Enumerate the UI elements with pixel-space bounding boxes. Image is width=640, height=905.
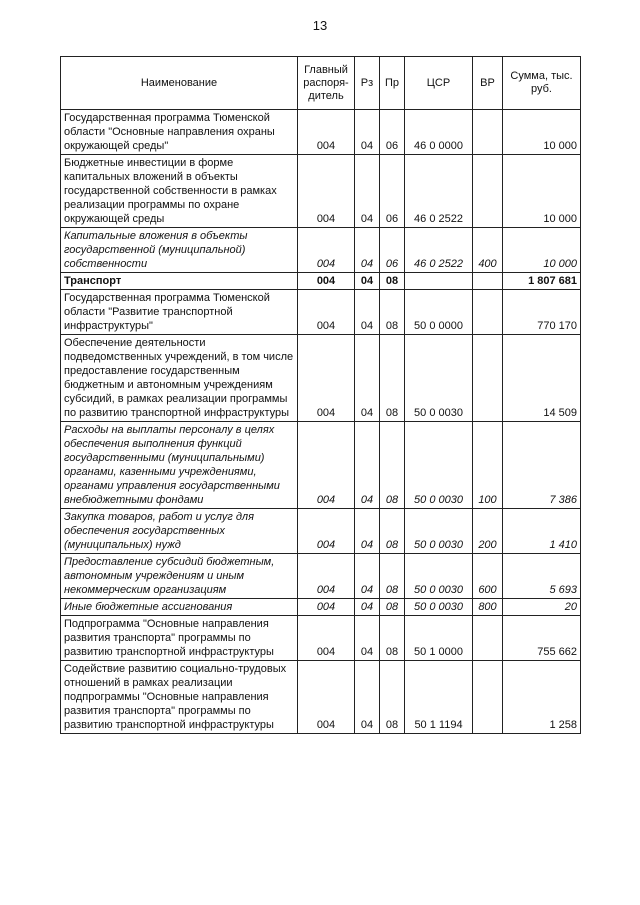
cell-name: Подпрограмма "Основные направления развития транспорта" программы по развитию транспортной инфраструктуры bbox=[61, 616, 298, 661]
header-vr: ВР bbox=[473, 57, 503, 110]
cell-admin: 004 bbox=[298, 273, 355, 290]
cell-csr: 50 0 0030 bbox=[405, 554, 473, 599]
header-csr: ЦСР bbox=[405, 57, 473, 110]
table-row bbox=[61, 422, 581, 509]
cell-rz: 04 bbox=[355, 290, 380, 335]
cell-csr: 50 1 0000 bbox=[405, 616, 473, 661]
cell-sum: 1 258 bbox=[503, 661, 581, 734]
cell-sum: 10 000 bbox=[503, 228, 581, 273]
cell-admin: 004 bbox=[298, 228, 355, 273]
cell-vr bbox=[473, 335, 503, 422]
cell-rz: 04 bbox=[355, 335, 380, 422]
cell-vr: 200 bbox=[473, 509, 503, 554]
cell-sum: 14 509 bbox=[503, 335, 581, 422]
table-row bbox=[61, 290, 581, 335]
table-row bbox=[61, 554, 581, 599]
cell-csr bbox=[405, 273, 473, 290]
table-row bbox=[61, 273, 581, 290]
cell-rz: 04 bbox=[355, 110, 380, 155]
cell-pr: 06 bbox=[380, 155, 405, 228]
cell-sum: 5 693 bbox=[503, 554, 581, 599]
cell-name: Обеспечение деятельности подведомственных учреждений, в том числе предоставление государственным бюджетным и автономным учреждениям субсидий, в рамках реализации программы по развитию транспортной инфраструктуры bbox=[61, 335, 298, 422]
cell-pr: 06 bbox=[380, 110, 405, 155]
cell-vr bbox=[473, 290, 503, 335]
cell-admin: 004 bbox=[298, 509, 355, 554]
cell-vr: 800 bbox=[473, 599, 503, 616]
cell-pr: 08 bbox=[380, 273, 405, 290]
cell-csr: 50 1 1194 bbox=[405, 661, 473, 734]
cell-csr: 50 0 0030 bbox=[405, 335, 473, 422]
cell-admin: 004 bbox=[298, 599, 355, 616]
cell-pr: 06 bbox=[380, 228, 405, 273]
cell-csr: 50 0 0030 bbox=[405, 509, 473, 554]
table-row bbox=[61, 661, 581, 734]
cell-pr: 08 bbox=[380, 335, 405, 422]
cell-rz: 04 bbox=[355, 422, 380, 509]
cell-admin: 004 bbox=[298, 110, 355, 155]
cell-admin: 004 bbox=[298, 616, 355, 661]
cell-pr: 08 bbox=[380, 422, 405, 509]
cell-pr: 08 bbox=[380, 661, 405, 734]
cell-rz: 04 bbox=[355, 155, 380, 228]
table-row bbox=[61, 599, 581, 616]
cell-sum: 1 410 bbox=[503, 509, 581, 554]
cell-admin: 004 bbox=[298, 422, 355, 509]
cell-admin: 004 bbox=[298, 290, 355, 335]
cell-vr: 400 bbox=[473, 228, 503, 273]
cell-name: Капитальные вложения в объекты государственной (муниципальной) собственности bbox=[61, 228, 298, 273]
cell-admin: 004 bbox=[298, 661, 355, 734]
cell-name: Государственная программа Тюменской области "Развитие транспортной инфраструктуры" bbox=[61, 290, 298, 335]
cell-sum: 1 807 681 bbox=[503, 273, 581, 290]
table-row bbox=[61, 509, 581, 554]
table-row bbox=[61, 335, 581, 422]
cell-vr bbox=[473, 616, 503, 661]
cell-name: Закупка товаров, работ и услуг для обеспечения государственных (муниципальных) нужд bbox=[61, 509, 298, 554]
cell-vr: 600 bbox=[473, 554, 503, 599]
cell-name: Государственная программа Тюменской области "Основные направления охраны окружающей среды" bbox=[61, 110, 298, 155]
cell-csr: 46 0 0000 bbox=[405, 110, 473, 155]
cell-name: Бюджетные инвестиции в форме капитальных вложений в объекты государственной собственности в рамках реализации программы по охране окружающей среды bbox=[61, 155, 298, 228]
header-name: Наименование bbox=[61, 57, 298, 110]
cell-pr: 08 bbox=[380, 599, 405, 616]
cell-name: Иные бюджетные ассигнования bbox=[61, 599, 298, 616]
cell-admin: 004 bbox=[298, 335, 355, 422]
cell-sum: 20 bbox=[503, 599, 581, 616]
cell-csr: 46 0 2522 bbox=[405, 228, 473, 273]
cell-pr: 08 bbox=[380, 509, 405, 554]
cell-csr: 50 0 0030 bbox=[405, 422, 473, 509]
cell-rz: 04 bbox=[355, 228, 380, 273]
header-pr: Пр bbox=[380, 57, 405, 110]
cell-name: Предоставление субсидий бюджетным, автономным учреждениям и иным некоммерческим организациям bbox=[61, 554, 298, 599]
cell-rz: 04 bbox=[355, 509, 380, 554]
cell-sum: 755 662 bbox=[503, 616, 581, 661]
cell-vr bbox=[473, 661, 503, 734]
cell-sum: 770 170 bbox=[503, 290, 581, 335]
cell-pr: 08 bbox=[380, 554, 405, 599]
cell-name: Содействие развитию социально-трудовых отношений в рамках реализации подпрограммы "Основные направления развития транспорта" программы по развитию транспортной инфраструктуры bbox=[61, 661, 298, 734]
budget-table bbox=[60, 56, 581, 734]
cell-rz: 04 bbox=[355, 554, 380, 599]
table-row bbox=[61, 155, 581, 228]
cell-pr: 08 bbox=[380, 290, 405, 335]
cell-vr: 100 bbox=[473, 422, 503, 509]
page-number: 13 bbox=[312, 18, 328, 33]
cell-rz: 04 bbox=[355, 661, 380, 734]
cell-vr bbox=[473, 110, 503, 155]
cell-name: Расходы на выплаты персоналу в целях обеспечения выполнения функций государственными (муниципальными) органами, казенными учреждениями, органами управления государственными внебюджетными фондами bbox=[61, 422, 298, 509]
cell-vr bbox=[473, 273, 503, 290]
table-row bbox=[61, 616, 581, 661]
cell-pr: 08 bbox=[380, 616, 405, 661]
cell-vr bbox=[473, 155, 503, 228]
header-sum: Сумма, тыс. руб. bbox=[503, 57, 581, 110]
header-row bbox=[61, 57, 581, 110]
cell-name: Транспорт bbox=[61, 273, 298, 290]
cell-sum: 10 000 bbox=[503, 110, 581, 155]
cell-rz: 04 bbox=[355, 599, 380, 616]
table-row bbox=[61, 228, 581, 273]
header-rz: Рз bbox=[355, 57, 380, 110]
cell-admin: 004 bbox=[298, 554, 355, 599]
header-admin: Главный распоря-дитель bbox=[298, 57, 355, 110]
cell-rz: 04 bbox=[355, 273, 380, 290]
table-row bbox=[61, 110, 581, 155]
cell-csr: 50 0 0000 bbox=[405, 290, 473, 335]
cell-admin: 004 bbox=[298, 155, 355, 228]
cell-rz: 04 bbox=[355, 616, 380, 661]
cell-sum: 10 000 bbox=[503, 155, 581, 228]
cell-csr: 46 0 2522 bbox=[405, 155, 473, 228]
cell-sum: 7 386 bbox=[503, 422, 581, 509]
cell-csr: 50 0 0030 bbox=[405, 599, 473, 616]
